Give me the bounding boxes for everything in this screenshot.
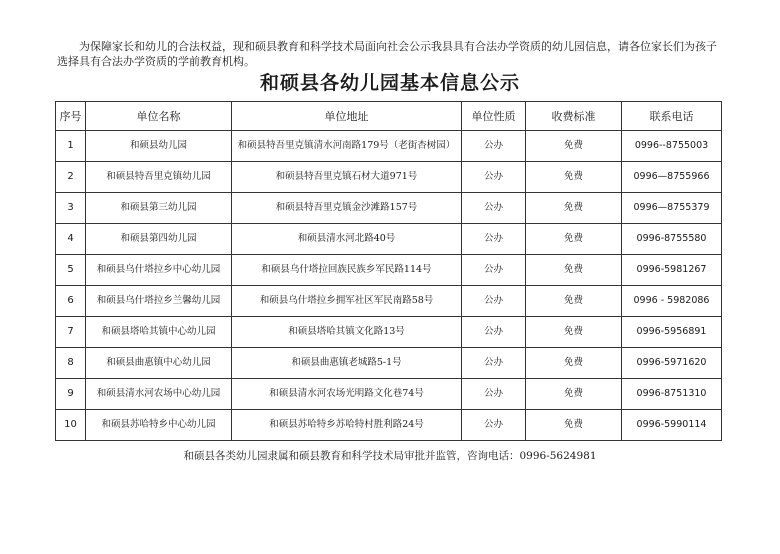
table-row <box>56 379 722 410</box>
cell-type: 公办 <box>462 224 526 255</box>
cell-type: 公办 <box>462 162 526 193</box>
cell-phone: 0996-5971620 <box>622 348 722 379</box>
cell-address: 和硕县乌什塔拉乡拥军社区军民南路58号 <box>232 286 462 317</box>
cell-index: 1 <box>56 131 86 162</box>
cell-phone: 0996-8751310 <box>622 379 722 410</box>
cell-fee: 免费 <box>526 317 622 348</box>
cell-name: 和硕县幼儿园 <box>86 131 232 162</box>
cell-fee: 免费 <box>526 193 622 224</box>
cell-address: 和硕县塔哈其镇文化路13号 <box>232 317 462 348</box>
cell-phone: 0996--8755003 <box>622 131 722 162</box>
header-name: 单位名称 <box>86 102 232 131</box>
cell-type: 公办 <box>462 255 526 286</box>
cell-type: 公办 <box>462 286 526 317</box>
cell-name: 和硕县乌什塔拉乡兰馨幼儿园 <box>86 286 232 317</box>
header-address: 单位地址 <box>232 102 462 131</box>
kindergarten-table <box>55 101 722 441</box>
cell-name: 和硕县第三幼儿园 <box>86 193 232 224</box>
cell-name: 和硕县第四幼儿园 <box>86 224 232 255</box>
cell-fee: 免费 <box>526 410 622 441</box>
header-type: 单位性质 <box>462 102 526 131</box>
cell-name: 和硕县苏哈特乡中心幼儿园 <box>86 410 232 441</box>
cell-address: 和硕县清水河农场光明路文化巷74号 <box>232 379 462 410</box>
cell-phone: 0996-8755580 <box>622 224 722 255</box>
cell-phone: 0996 - 5982086 <box>622 286 722 317</box>
cell-address: 和硕县乌什塔拉回族民族乡军民路114号 <box>232 255 462 286</box>
cell-type: 公办 <box>462 193 526 224</box>
cell-type: 公办 <box>462 410 526 441</box>
cell-fee: 免费 <box>526 379 622 410</box>
cell-name: 和硕县曲惠镇中心幼儿园 <box>86 348 232 379</box>
cell-index: 7 <box>56 317 86 348</box>
table-row <box>56 255 722 286</box>
cell-fee: 免费 <box>526 224 622 255</box>
cell-fee: 免费 <box>526 162 622 193</box>
cell-fee: 免费 <box>526 131 622 162</box>
cell-index: 5 <box>56 255 86 286</box>
cell-address: 和硕县特吾里克镇金沙滩路157号 <box>232 193 462 224</box>
table-row <box>56 131 722 162</box>
cell-index: 9 <box>56 379 86 410</box>
cell-address: 和硕县清水河北路40号 <box>232 224 462 255</box>
cell-phone: 0996—8755379 <box>622 193 722 224</box>
table-row <box>56 193 722 224</box>
table-row <box>56 224 722 255</box>
cell-phone: 0996-5990114 <box>622 410 722 441</box>
cell-phone: 0996-5956891 <box>622 317 722 348</box>
cell-phone: 0996-5981267 <box>622 255 722 286</box>
cell-type: 公办 <box>462 131 526 162</box>
cell-fee: 免费 <box>526 286 622 317</box>
cell-index: 2 <box>56 162 86 193</box>
header-fee: 收费标准 <box>526 102 622 131</box>
table-header-row <box>56 102 722 131</box>
cell-name: 和硕县塔哈其镇中心幼儿园 <box>86 317 232 348</box>
table-row <box>56 348 722 379</box>
cell-fee: 免费 <box>526 255 622 286</box>
header-index: 序号 <box>56 102 86 131</box>
cell-name: 和硕县特吾里克镇幼儿园 <box>86 162 232 193</box>
table-row <box>56 317 722 348</box>
cell-index: 4 <box>56 224 86 255</box>
table-row <box>56 410 722 441</box>
cell-index: 6 <box>56 286 86 317</box>
cell-address: 和硕县特吾里克镇石材大道971号 <box>232 162 462 193</box>
cell-index: 3 <box>56 193 86 224</box>
table-row <box>56 286 722 317</box>
page-title: 和硕县各幼儿园基本信息公示 <box>259 72 520 94</box>
cell-phone: 0996—8755966 <box>622 162 722 193</box>
footer-note: 和硕县各类幼儿园隶属和硕县教育和科学技术局审批并监管，咨询电话：0996-5624981 <box>183 450 597 462</box>
intro-paragraph: 为保障家长和幼儿的合法权益，现和硕县教育和科学技术局面向社会公示我县具有合法办学资质的幼儿园信息，请各位家长们为孩子选择具有合法办学资质的学前教育机构。 <box>57 40 717 68</box>
cell-type: 公办 <box>462 348 526 379</box>
cell-fee: 免费 <box>526 348 622 379</box>
cell-type: 公办 <box>462 379 526 410</box>
cell-address: 和硕县苏哈特乡苏哈特村胜利路24号 <box>232 410 462 441</box>
header-phone: 联系电话 <box>622 102 722 131</box>
table-row <box>56 162 722 193</box>
cell-type: 公办 <box>462 317 526 348</box>
cell-address: 和硕县曲惠镇老城路5-1号 <box>232 348 462 379</box>
cell-address: 和硕县特吾里克镇清水河南路179号（老街杏树园） <box>232 131 462 162</box>
cell-name: 和硕县乌什塔拉乡中心幼儿园 <box>86 255 232 286</box>
cell-index: 8 <box>56 348 86 379</box>
cell-index: 10 <box>56 410 86 441</box>
cell-name: 和硕县清水河农场中心幼儿园 <box>86 379 232 410</box>
